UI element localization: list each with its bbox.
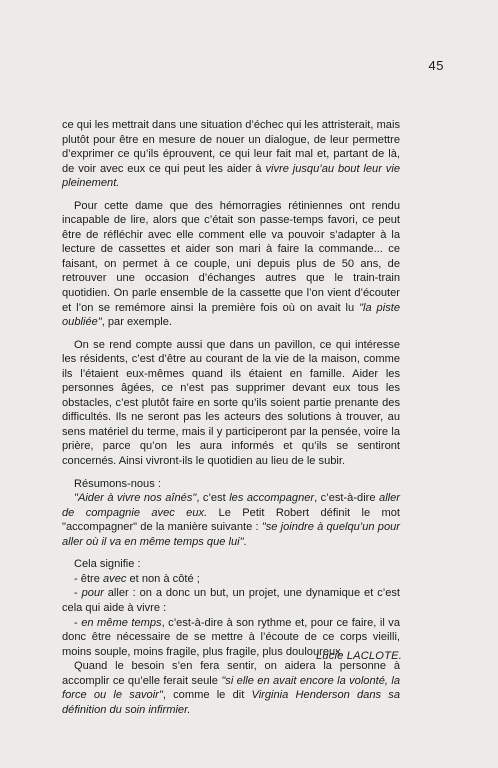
italic-text: avec bbox=[102, 572, 127, 585]
italic-text: pour bbox=[81, 587, 104, 600]
text-run: , c’est bbox=[196, 492, 230, 505]
paragraph-5 bbox=[62, 491, 400, 549]
text-run: Pour cette dame que des hémorragies rétiniennes ont rendu incapable de lire, alors que c’était son passe-temps favori, ce peut être de réfléchir avec elle comment elle va pouvoir s’adapter à la lecture de cassettes et aider son mari à faire la commande... ce faisant, on permet à ce couple, uni depuis plus de 50 ans, de retrouver une occasion d’échanges autres que le train-train quotidien. On parle ensemble de la cassette que l’on vient d’écouter et l’on se remémore ainsi la première fois où on avait lu bbox=[62, 199, 400, 314]
italic-text: "si elle en avait encore la volonté, la force ou le savoir" bbox=[62, 674, 400, 702]
paragraph-2 bbox=[62, 199, 400, 330]
text-run: - bbox=[74, 616, 82, 629]
italic-text: en même temps bbox=[81, 616, 162, 629]
text-run: , c’est-à-dire à son rythme et, pour ce faire, il va donc être nécessaire de se mettre à l’écoute de ce corps vieilli, moins souple, moins fragile, plus fragile, plus douloureux. bbox=[62, 616, 401, 658]
text-run: , par exemple. bbox=[101, 316, 173, 329]
paragraph-6 bbox=[62, 557, 400, 572]
list-item-avec bbox=[62, 572, 400, 587]
italic-text: "la piste oubliée" bbox=[62, 301, 400, 329]
article-body bbox=[62, 118, 400, 717]
italic-text: les accompagner bbox=[229, 492, 315, 505]
text-run: Le Petit Robert définit le mot "accompagner" de la manière suivante : bbox=[62, 506, 400, 534]
text-run: , comme le dit bbox=[162, 689, 252, 702]
text-run: , c’est-à-dire bbox=[314, 492, 380, 505]
italic-text: Virginia Henderson dans sa définition du soin infirmier. bbox=[62, 689, 400, 716]
text-run: - être bbox=[74, 572, 103, 585]
author-signature: Lucie LACLOTE. bbox=[315, 650, 402, 662]
text-run: aller : on a donc un but, un projet, une dynamique et c’est cela qui aide à vivre : bbox=[62, 587, 401, 614]
paragraph-4 bbox=[62, 477, 400, 492]
page-number: 45 bbox=[428, 58, 444, 73]
text-run: - bbox=[74, 587, 82, 600]
text-run: Cela signifie : bbox=[74, 558, 141, 571]
paragraph-3 bbox=[62, 338, 400, 469]
text-run: . bbox=[243, 535, 247, 548]
italic-text: "Aider à vivre nos aînés" bbox=[74, 492, 197, 505]
text-run: On se rend compte aussi que dans un pavillon, ce qui intéresse les résidents, c’est d’être au courant de la vie de la maison, comme ils l’étaient eux-mêmes quand ils étaient en famille. Aider les personnes âgées, ce n’est pas supprimer devant eux tous les obstacles, c’est plutôt faire en sorte qu’ils soient partie prenante des difficultés. Ils ne seront pas les acteurs des solutions à trouver, au sens matériel du terme, mais il y participeront par la pensée, voire la prière, parce qu’on les aura informés et qu’ils se sentiront concernés. Ainsi vivront-ils le quotidien au lieu de le subir. bbox=[62, 338, 400, 468]
list-item-pour bbox=[62, 586, 400, 615]
text-run: Résumons-nous : bbox=[74, 477, 161, 490]
text-run: ce qui les mettrait dans une situation d’échec qui les attristerait, mais plutôt pour être en mesure de nouer un dialogue, de leur permettre d’exprimer ce qu’ils éprouvent, ce qui leur fait mal et, partant de là, de voir avec eux ce qui peut les aider à bbox=[62, 119, 400, 175]
paragraph-7 bbox=[62, 659, 400, 717]
italic-text: vivre jusqu’au bout leur vie pleinement. bbox=[62, 162, 400, 190]
text-run: Quand le besoin s’en fera sentir, on aidera la personne à accomplir ce qu’elle ferait seule bbox=[62, 660, 400, 687]
italic-text: aller de compagnie avec eux. bbox=[62, 492, 400, 519]
italic-text: "se joindre à quelqu’un pour aller où il va en même temps que lui" bbox=[62, 521, 400, 548]
paragraph-1 bbox=[62, 118, 400, 191]
text-run: et non à côté ; bbox=[126, 572, 200, 585]
